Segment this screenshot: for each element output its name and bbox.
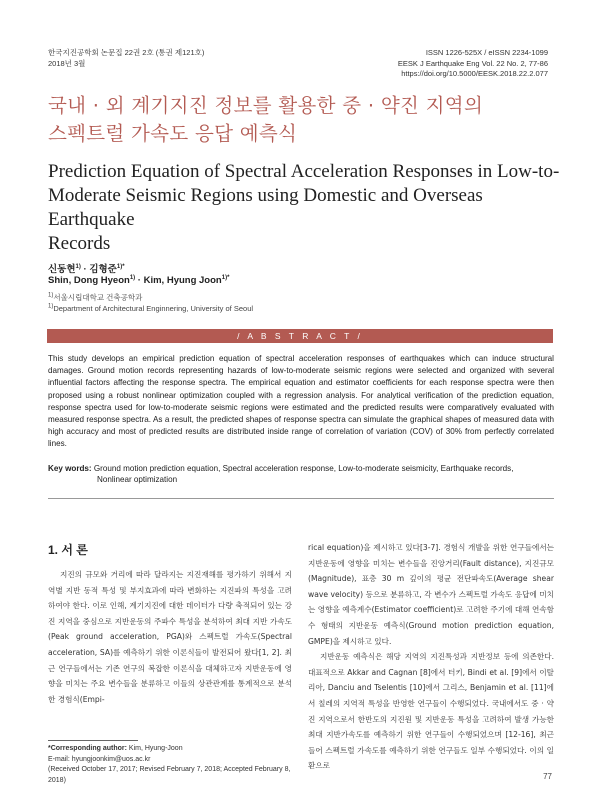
- abstract-text: This study develops an empirical prediction equation of spectral acceleration responses of earthquakes which can induce structural damages. Ground motion records representing hazards of low-to-moderate seismic regions were selected and organized with several influential factors affecting the response spectra. The empirical equation and estimator coefficients for each response spectra were then proposed using a robust nonlinear optimization coupled with a regression analysis. For analytical verification of the prediction equation, response spectra used for low-to-moderate seismic regions were estimated and the predicted results were comparatively evaluated with measured response spectra. As a result, the predicted shapes of response spectra can simulate the graphical shapes of measured data with high accuracy and most of predicted results are distributed inside range of correlation of variation (COV) of 30% from perfectly correlated lines.: [48, 354, 554, 449]
- author-sep-ko: ·: [80, 264, 90, 275]
- footnote-rule: [48, 740, 138, 741]
- author-1-ko: 신동현: [48, 264, 76, 275]
- affiliation-english-sup: 1): [48, 303, 54, 310]
- keywords-line-1: Ground motion prediction equation, Spectral acceleration response, Low-to-moderate seismicity, Earthquake records,: [91, 464, 514, 473]
- author-2-en: Kim, Hyung Joon: [143, 275, 222, 286]
- affiliation-korean: [48, 292, 142, 303]
- received-dates: (Received October 17, 2017; Revised February 7, 2018; Accepted February 8, 2018): [48, 766, 291, 784]
- journal-header-right: [398, 48, 548, 80]
- doi-link[interactable]: https://doi.org/10.5000/EESK.2018.22.2.077: [401, 69, 548, 78]
- title-english-line-1: Prediction Equation of Spectral Acceleration Responses in Low-to-: [48, 161, 560, 182]
- body-column-left: [48, 567, 292, 707]
- title-english-line-3: Records: [48, 233, 111, 254]
- author-2-en-sup: 1)*: [221, 274, 230, 281]
- author-2-ko-sup: 1)*: [116, 263, 125, 270]
- corresponding-author-label: *Corresponding author:: [48, 745, 127, 752]
- title-korean: [48, 92, 558, 148]
- author-2-ko: 김형준: [89, 264, 117, 275]
- intro-paragraph-1-cont: rical equation)을 제시하고 있다[3-7]. 경험식 개발을 위한 연구들에서는 지반운동에 영향을 미치는 변수들을 진앙거리(Fault distance), 지진규모(Magnitude), 표층 30 m 깊이의 평균 전단파속도(Average shear wave velocity) 등으로 분류하고, 각 변수가 스펙트럴 가속도 응답에 미치는 영향을 예측계수(Estimator coefficient)로 고려한 주기에 대해 연속함수 형태의 지반운동 예측식(Ground motion prediction equation, GMPE)을 제시하고 있다.: [308, 543, 554, 646]
- issn: ISSN 1226-525X / eISSN 2234-1099: [425, 48, 548, 57]
- author-1-en: Shin, Dong Hyeon: [48, 275, 130, 286]
- journal-name: 한국지진공학회 논문집 22권 2호 (통권 제121호): [48, 48, 205, 57]
- intro-paragraph-2: 지반운동 예측식은 해당 지역의 지진특성과 지반정보 등에 의존한다. 대표적으로 Akkar and Cagnan [8]에서 터키, Bindi et al. [9]에서 이탈리아, Danciu and Tselentis [10]에서 그리스, Benjamin et al. [11]에서 칠레의 지역적 특성을 반영한 연구들이 수행되었다. 국내에서도 중 · 약진 지역으로서 한반도의 지진원 및 지반운동 특성을 고려하여 발생 가능한 최대 지반가속도를 예측하기 위한 연구들이 수행되었으며 [12-16], 최근 들어 스펙트럴 가속도를 예측하기 위한 연구들도 일부 수행되었다. 이의 일환으로: [308, 652, 554, 771]
- title-korean-line-1: 국내 · 외 계기지진 정보를 활용한 중 · 약진 지역의: [48, 94, 484, 117]
- corresponding-email[interactable]: E-mail: hyungjoonkim@uos.ac.kr: [48, 755, 151, 763]
- corresponding-author: [48, 744, 298, 755]
- footnote: [48, 744, 298, 786]
- page-number: 77: [543, 772, 552, 781]
- title-english-line-2: Moderate Seismic Regions using Domestic and Overseas Earthquake: [48, 185, 483, 230]
- intro-paragraph-1: 지진의 규모와 거리에 따라 달라지는 지진재해를 평가하기 위해서 지역별 지반 동적 특성 및 부지효과에 따라 변화하는 지진파의 특성을 고려하여야 한다. 이로 인해, 계기지진에 대한 데이터가 다량 축적되어 있는 강진 지역을 중심으로 지반운동의 주파수 특성을 분석하여 최대 지반 가속도(Peak ground acceleration, PGA)와 스펙트럴 가속도(Spectral acceleration, SA)를 예측하기 위한 이론식들이 발전되어 왔다[1, 2]. 최근 연구들에서는 기존 연구의 복잡한 이론식을 대체하고자 지반운동에 영향을 미치는 주요 변수들을 분류하고 이들의 상관관계를 통계적으로 분석한 경험식(Empi-: [48, 570, 292, 704]
- authors-english: [48, 275, 229, 286]
- abstract-divider: [48, 498, 554, 499]
- affiliation-english-text: Department of Architectural Enginnering, University of Seoul: [53, 304, 254, 313]
- affiliation-korean-text: 서울시립대학교 건축공학과: [53, 293, 143, 302]
- author-1-ko-sup: 1): [75, 263, 81, 270]
- keywords-line-2: Nonlinear optimization: [97, 475, 178, 484]
- affiliation-english: [48, 304, 253, 313]
- journal-header-left: [48, 48, 204, 69]
- keywords-label: Key words:: [48, 464, 92, 473]
- issue-date: 2018년 3월: [48, 58, 86, 68]
- title-english: [48, 160, 568, 256]
- title-korean-line-2: 스펙트럴 가속도 응답 예측식: [48, 122, 298, 145]
- author-1-en-sup: 1): [129, 274, 136, 281]
- author-sep-en: ·: [135, 275, 144, 286]
- section-heading-introduction: 1. 서 론: [48, 543, 88, 557]
- body-column-right: [308, 540, 554, 774]
- affiliation-korean-sup: 1): [48, 292, 54, 299]
- keywords: [48, 463, 554, 475]
- authors-korean: [48, 261, 125, 275]
- corresponding-author-name: Kim, Hyung-Joon: [126, 745, 183, 752]
- journal-volume: EESK J Earthquake Eng Vol. 22 No. 2, 77-86: [397, 58, 548, 68]
- abstract-label-bar: / A B S T R A C T /: [47, 329, 553, 343]
